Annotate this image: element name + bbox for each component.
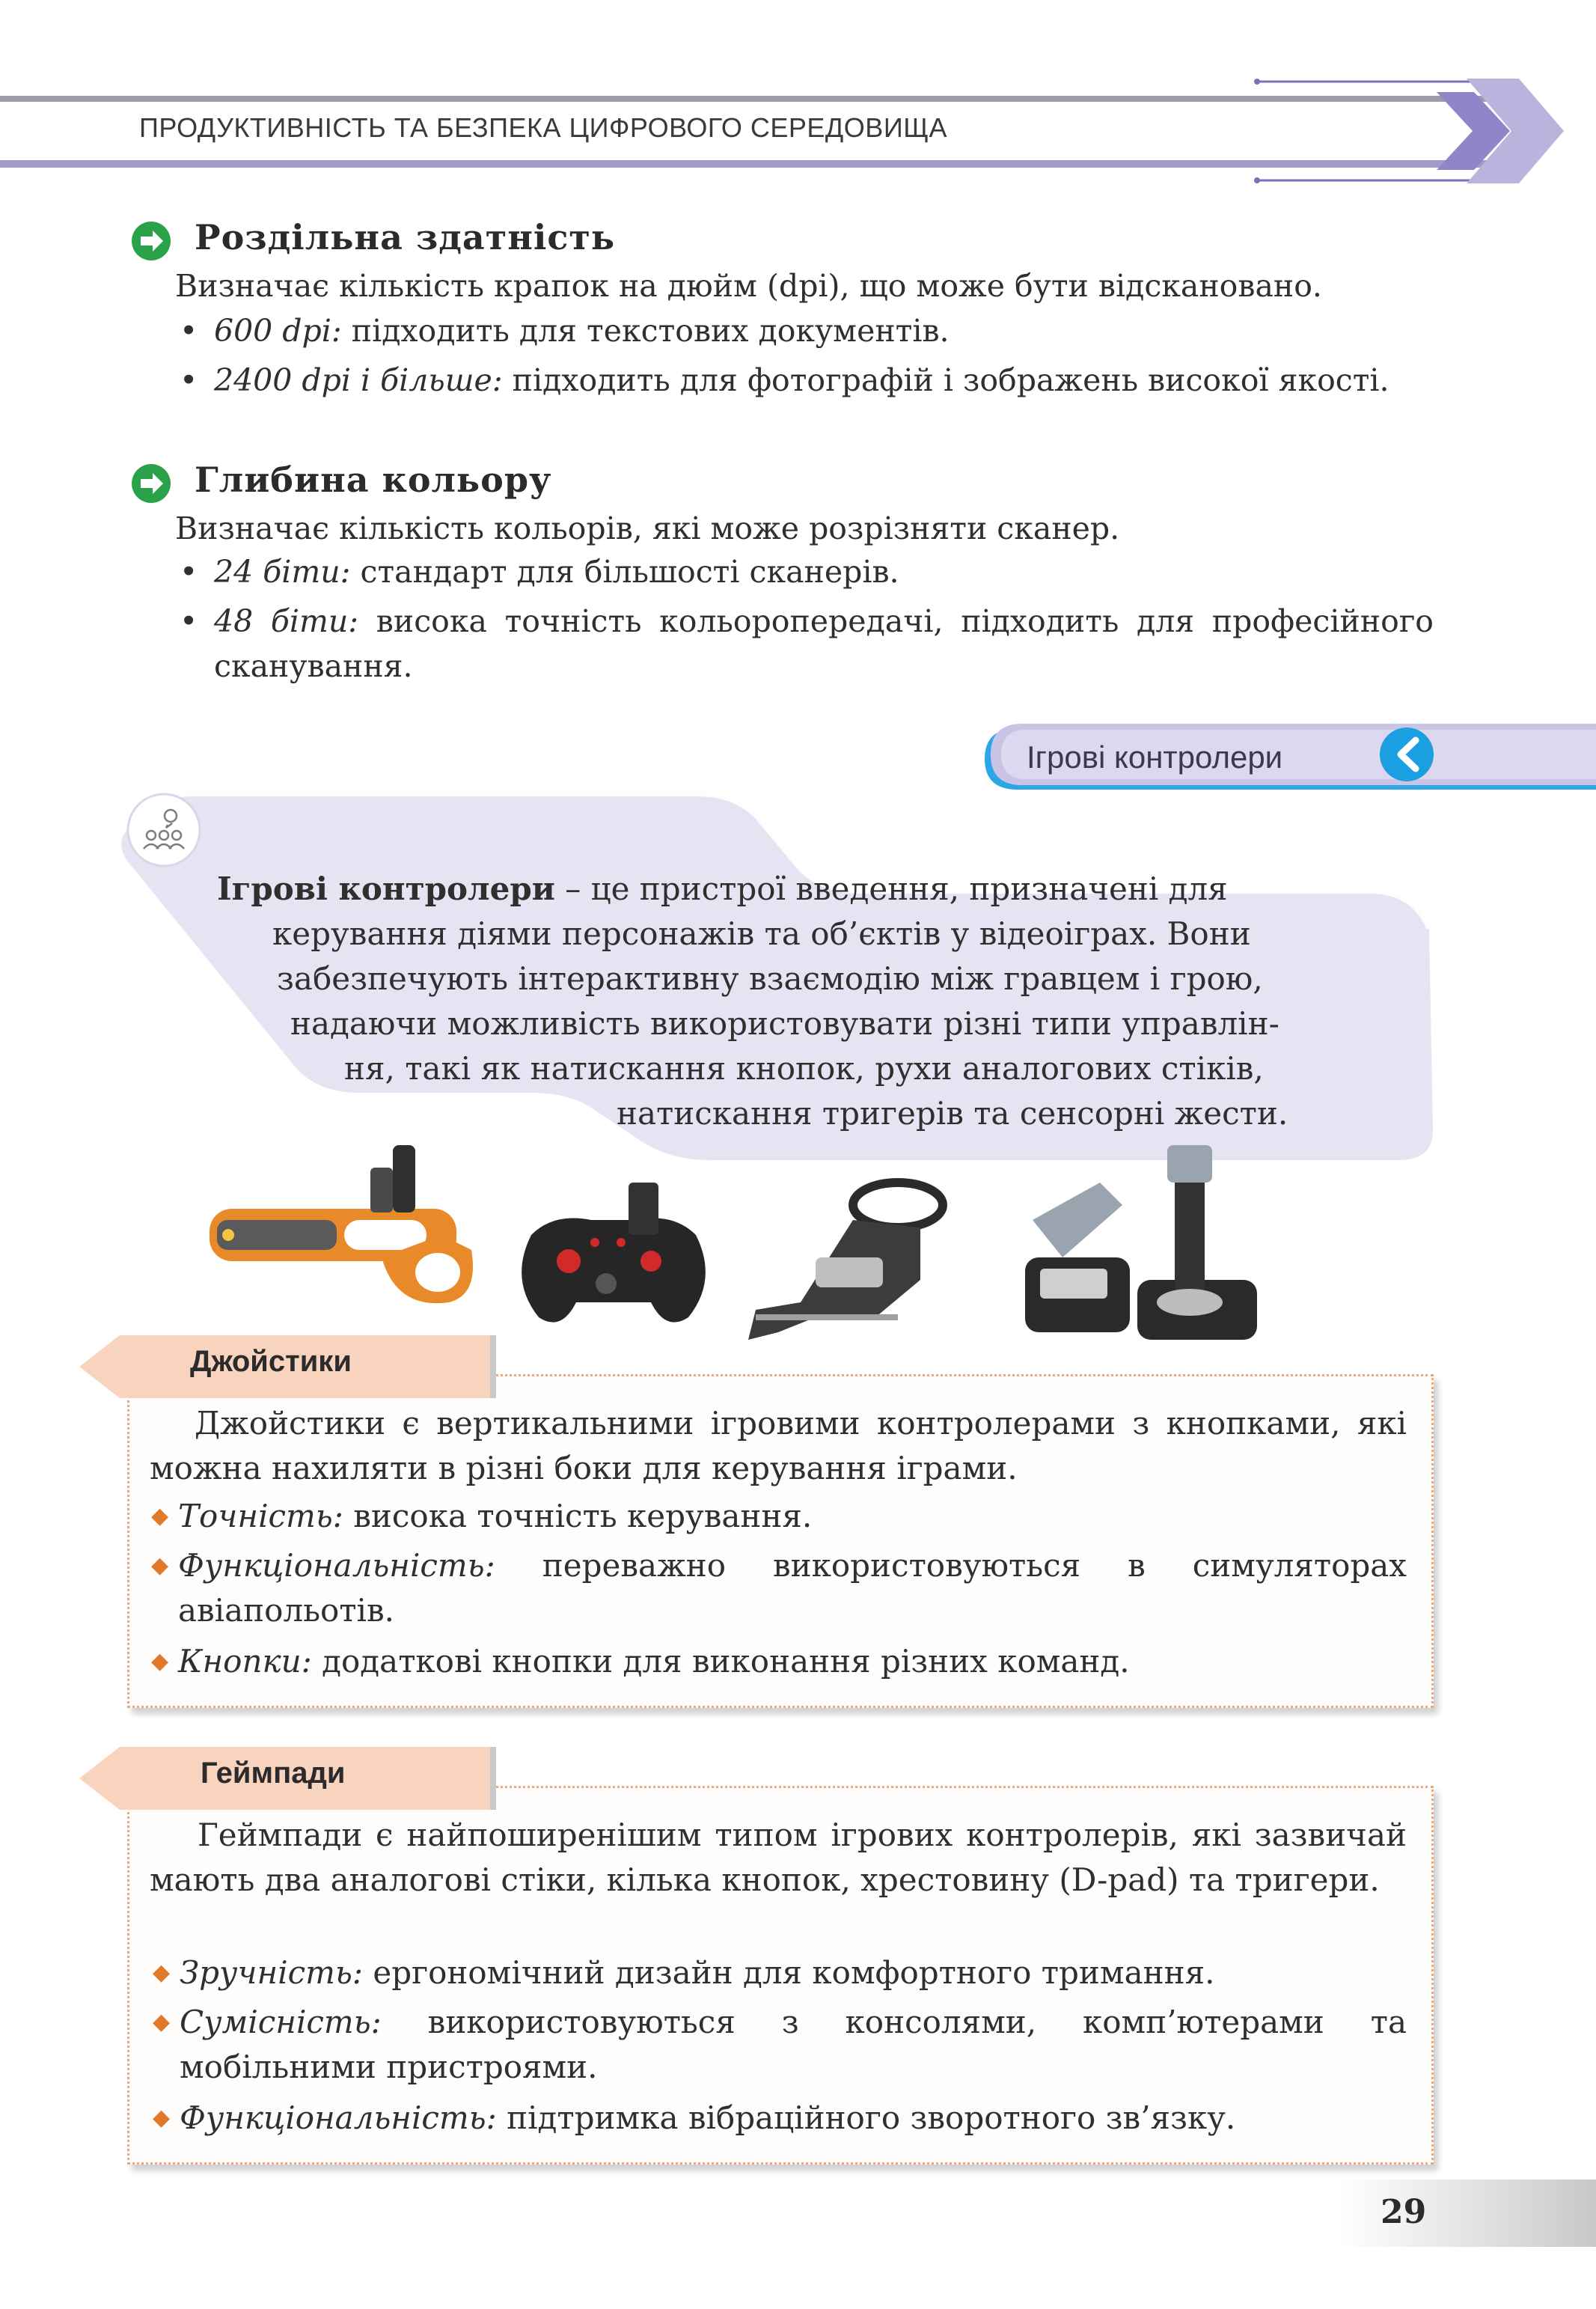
color-depth-heading-text: Глибина кольору <box>195 460 552 500</box>
bullet-text: підтримка вібраційного зворотного зв’язку. <box>496 2099 1236 2136</box>
resolution-bullet-2: • 2400 dpi і більше: підходить для фотографій і зображень високої якості. <box>180 362 1389 398</box>
gamepads-bullet-1: ◆ Зручність: ергономічний дизайн для комфортного тримання. <box>153 1954 1215 1991</box>
resolution-heading <box>139 217 615 257</box>
controllers-illustration <box>202 1130 1265 1362</box>
bullet-text: висока точність керування. <box>343 1498 813 1534</box>
gamepads-tab-label: Геймпади <box>201 1757 346 1790</box>
bullet-text: підходить для текстових документів. <box>341 313 950 349</box>
resolution-heading-text: Роздільна здатність <box>195 217 616 257</box>
definition-line: надаючи можливість використовувати різні типи управлін- <box>290 1005 1279 1042</box>
definition-line: ня, такі як натискання кнопок, рухи аналогових стіків, <box>344 1050 1264 1087</box>
section-tab-label: Ігрові контролери <box>1027 739 1283 775</box>
joysticks-bullet-2: ◆ Функціональність: переважно використовуються в симуляторах авіапольотів. <box>151 1547 1407 1629</box>
gamepads-intro: Геймпади є найпоширенішим типом ігрових контролерів, які зазвичай мають два аналогові стіки, кілька кнопок, хрестовину (D-pad) та тригери. <box>150 1817 1407 1898</box>
definition-first-line <box>217 867 1228 912</box>
steering-wheel-image <box>748 1183 943 1340</box>
joysticks-tab-label: Джойстики <box>190 1345 352 1378</box>
resolution-bullet-1: • 600 dpi: підходить для текстових документів. <box>180 313 950 349</box>
joysticks-bullet-3: ◆ Кнопки: додаткові кнопки для виконання різних команд. <box>151 1643 1130 1680</box>
color-depth-heading <box>139 460 551 500</box>
resolution-intro: Визначає кількість крапок на дюйм (dpi), що може бути відскановано. <box>175 268 1322 304</box>
bullet-term: Функціональність: <box>180 2099 497 2136</box>
green-arrow-icon <box>130 463 172 504</box>
bullet-term: 600 dpi: <box>214 313 342 349</box>
gamepads-bullet-2: ◆ Сумісність: використовуються з консолями, комп’ютерами та мобільними пристроями. <box>153 2004 1407 2085</box>
joysticks-bullet-1: ◆ Точність: висока точність керування. <box>151 1498 813 1534</box>
bullet-term: Зручність: <box>180 1954 364 1991</box>
bullet-text: висока точність кольоропередачі, підходить для професійного сканування. <box>214 603 1434 684</box>
bullet-text: використовуються з консолями, комп’ютерами та мобільними пристроями. <box>180 2004 1407 2085</box>
bullet-term: 24 біти: <box>214 554 351 590</box>
joysticks-intro: Джойстики є вертикальними ігровими контролерами з кнопками, які можна нахиляти в різні боки для керування іграми. <box>150 1405 1407 1486</box>
header-arrow-icon <box>1250 71 1564 191</box>
gamepads-bullet-3: ◆ Функціональність: підтримка вібраційного зворотного зв’язку. <box>153 2099 1236 2136</box>
bullet-term: 48 біти: <box>214 603 359 639</box>
bullet-term: Точність: <box>178 1498 343 1534</box>
bullet-term: Функціональність: <box>178 1547 495 1584</box>
bullet-text: ергономічний дизайн для комфортного тримання. <box>363 1954 1215 1991</box>
bullet-term: Кнопки: <box>178 1643 312 1680</box>
definition-line: натискання тригерів та сенсорні жести. <box>617 1095 1288 1132</box>
bullet-text: стандарт для більшості сканерів. <box>350 554 899 590</box>
flight-joystick-image <box>1025 1145 1257 1340</box>
people-group-icon <box>126 792 202 868</box>
color-depth-bullet-2: • 48 біти: висока точність кольоропередачі, підходить для професійного сканування. <box>180 603 1434 684</box>
gun-controller-image <box>210 1145 473 1303</box>
definition-line: забезпечують інтерактивну взаємодію між гравцем і грою, <box>277 960 1263 997</box>
color-depth-bullet-1: • 24 біти: стандарт для більшості сканерів. <box>180 554 899 590</box>
definition-dash: – це пристрої введення, призначені для <box>554 870 1228 907</box>
definition-term: Ігрові контролери <box>217 870 555 907</box>
bullet-text: додаткові кнопки для виконання різних команд. <box>311 1643 1130 1680</box>
bullet-term: Сумісність: <box>180 2004 382 2040</box>
page-number: 29 <box>1381 2193 1427 2231</box>
color-depth-intro: Визначає кількість кольорів, які може розрізняти сканер. <box>175 510 1120 546</box>
bullet-text: переважно використовуються в симуляторах авіапольотів. <box>178 1547 1407 1629</box>
definition-line: керування діями персонажів та об’єктів у відеоіграх. Вони <box>272 915 1251 952</box>
green-arrow-icon <box>130 220 172 262</box>
gamepad-image <box>522 1183 706 1323</box>
running-header-title: ПРОДУКТИВНІСТЬ ТА БЕЗПЕКА ЦИФРОВОГО СЕРЕДОВИЩА <box>139 112 947 143</box>
bullet-term: 2400 dpi і більше: <box>214 362 503 398</box>
bullet-text: підходить для фотографій і зображень високої якості. <box>502 362 1389 398</box>
page-number-band <box>1339 2180 1596 2247</box>
